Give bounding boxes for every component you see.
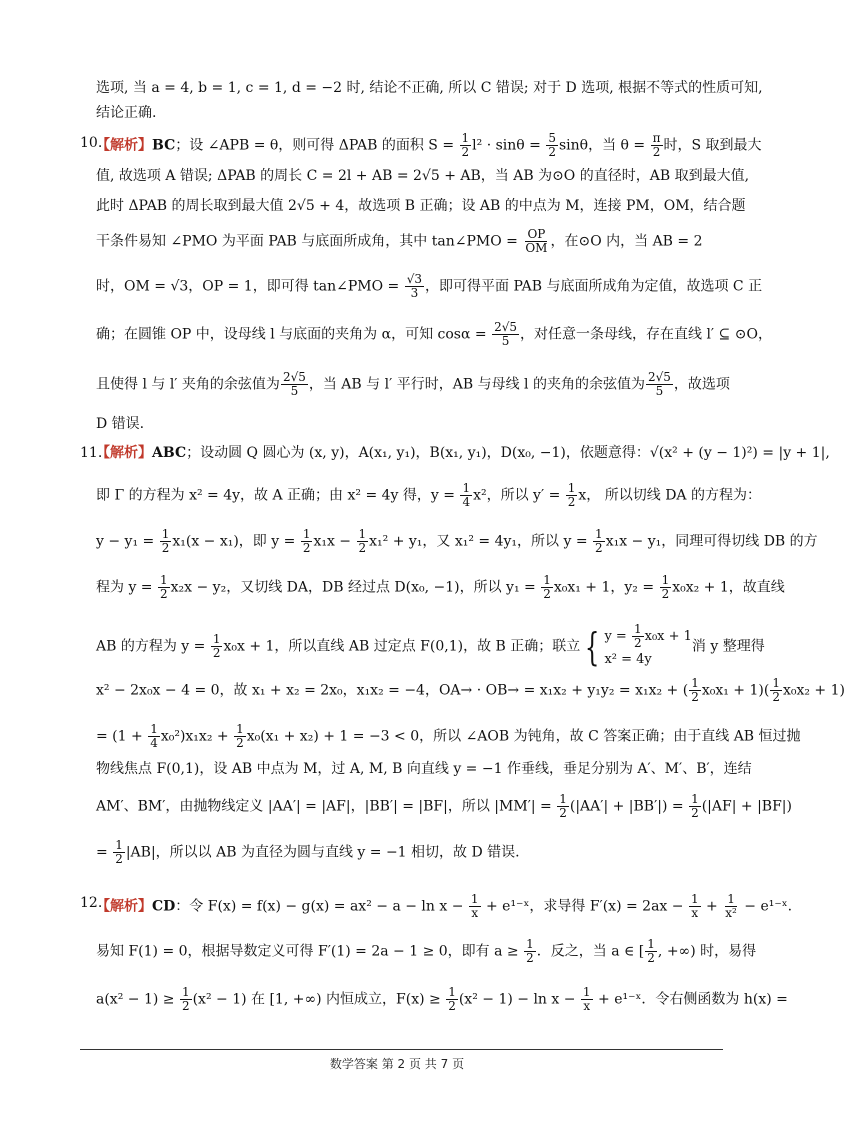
text-line: 此时 ΔPAB 的周长取到最大值 2√5 + 4，故选项 B 正确；设 AB 的中点为 M，连接 PM，OM，结合题 xyxy=(96,198,746,214)
numerator: 1 xyxy=(633,622,642,636)
text-run: x₁² + y₁，又 x₁² = 4y₁，所以 y = xyxy=(369,533,593,550)
fraction xyxy=(234,723,246,750)
text-line xyxy=(96,986,788,1013)
text-run: sinθ，当 θ = xyxy=(559,137,650,154)
numerator: 1 xyxy=(358,527,367,541)
text-run: x₀x₁ + 1)( xyxy=(701,682,770,699)
text-line xyxy=(96,574,785,601)
numerator: OP xyxy=(527,227,546,241)
question-number: 12. xyxy=(80,895,103,911)
denominator: 4 xyxy=(150,736,158,750)
fraction xyxy=(160,528,172,555)
numerator: 1 xyxy=(559,792,567,806)
denominator: 2 xyxy=(543,587,551,601)
text-run: + e¹⁻ˣ．令右侧函数为 h(x) = xyxy=(593,991,788,1008)
text-run: l² · sinθ = xyxy=(472,137,546,154)
fraction xyxy=(566,482,578,509)
fraction xyxy=(460,132,472,159)
text-run: x₁x − xyxy=(313,533,356,550)
fraction xyxy=(281,371,308,398)
fraction xyxy=(632,623,644,650)
denominator: 2 xyxy=(633,636,642,650)
text-line xyxy=(96,677,845,704)
text-run: x， 所以切线 DA 的方程为： xyxy=(578,487,761,504)
text-run: (|AA′| + |BB′|) = xyxy=(569,798,689,815)
denominator: 2 xyxy=(115,852,123,866)
fraction xyxy=(651,132,663,159)
numerator: √3 xyxy=(406,272,423,286)
question-number: 10. xyxy=(80,135,103,151)
text-run: ，对任意一条母线，存在直线 l′ ⊆ ⊙O， xyxy=(520,326,772,343)
numerator: 1 xyxy=(461,131,470,145)
fraction xyxy=(581,986,593,1013)
jiexi-tag: 【解析】 xyxy=(96,445,152,461)
text-run: x₀x₂ + 1) xyxy=(782,682,845,699)
fraction xyxy=(158,574,170,601)
text-run: AM′、BM′，由抛物线定义 |AA′| = |AF|，|BB′| = |BF|，所以 |MM′| = xyxy=(96,798,557,815)
text-run: y − y₁ = xyxy=(96,533,159,550)
jiexi-tag: 【解析】 xyxy=(96,898,152,915)
text-run: ，当 AB 与 l′ 平行时，AB 与母线 l 的夹角的余弦值为 xyxy=(308,376,645,393)
fraction xyxy=(689,893,701,920)
text-run: ；设 ∠APB = θ，则可得 ΔPAB 的面积 S = xyxy=(175,137,459,154)
denominator: 2 xyxy=(595,541,603,555)
numerator: 1 xyxy=(236,722,244,736)
text-run: ；设动圆 Q 圆心为 (x, y)，A(x₁, y₁)，B(x₁, y₁)，D(x₀, −1)，依题意得： xyxy=(186,445,650,461)
numerator: 1 xyxy=(661,573,670,587)
text-line: 值, 故选项 A 错误; ΔPAB 的周长 C = 2l + AB = 2√5 + AB，当 AB 为⊙O 的直径时，AB 取到最大值, xyxy=(96,168,750,184)
answer-label: ABC xyxy=(152,445,187,461)
text-run: − e¹⁻ˣ. xyxy=(739,898,793,915)
text-line: 物线焦点 F(0,1)，设 AB 中点为 M，过 A, M, B 向直线 y = −1 作垂线，垂足分别为 A′、M′、B′，连结 xyxy=(96,761,752,777)
text-run: , +∞) 时，易得 xyxy=(657,943,757,960)
fraction xyxy=(211,633,223,660)
numerator: 1 xyxy=(302,527,311,541)
text-run: a(x² − 1) ≥ xyxy=(96,991,179,1008)
denominator: 2 xyxy=(302,541,311,555)
denominator: 2 xyxy=(526,951,534,965)
text-line xyxy=(96,893,792,920)
fraction xyxy=(301,528,313,555)
fraction xyxy=(723,893,739,920)
text-line xyxy=(96,528,818,555)
text-run: y = xyxy=(604,629,631,644)
denominator: 2 xyxy=(461,145,470,159)
numerator: 1 xyxy=(448,985,456,999)
text-run: ：令 F(x) = f(x) − g(x) = ax² − a − ln x − xyxy=(175,898,468,915)
text-line xyxy=(96,723,801,750)
brace-glyph: { xyxy=(585,624,600,669)
page-footer: 数学答案 第 2 页 共 7 页 xyxy=(329,1057,465,1071)
text-line xyxy=(96,132,762,159)
numerator: 1 xyxy=(526,937,534,951)
text-run: ，即可得平面 PAB 与底面所成角为定值，故选项 C 正 xyxy=(425,278,763,295)
numerator: 5 xyxy=(548,131,556,145)
denominator: OM xyxy=(525,241,548,255)
numerator: 1 xyxy=(161,527,170,541)
text-line: 选项, 当 a = 4, b = 1, c = 1, d = −2 时, 结论不正确, 所以 C 错误; 对于 D 选项, 根据不等式的性质可知, xyxy=(96,80,763,96)
fraction xyxy=(148,723,160,750)
fraction xyxy=(660,574,672,601)
numerator: 1 xyxy=(582,985,591,999)
text-run: = (1 + xyxy=(96,728,148,745)
denominator: 2 xyxy=(647,951,655,965)
system-row: x² = 4y xyxy=(604,652,652,667)
text-run: x₀(x₁ + x₂) + 1 = −3 < 0，所以 ∠AOB 为钝角，故 C 答案正确；由于直线 AB 恒过抛 xyxy=(246,728,801,745)
text-line: 结论正确. xyxy=(96,105,157,121)
numerator: 1 xyxy=(691,676,699,690)
text-run: x₀x + 1 xyxy=(644,629,692,644)
fraction xyxy=(689,793,701,820)
denominator: 2 xyxy=(772,690,780,704)
numerator: 1 xyxy=(150,722,158,736)
text-run: x₂x − y₂，又切线 DA，DB 经过点 D(x₀, −1)，所以 y₁ = xyxy=(170,579,541,596)
text-run: 时，OM = √3，OP = 1，即可得 tan∠PMO = xyxy=(96,278,404,295)
text-run: 干条件易知 ∠PMO 为平面 PAB 与底面所成角，其中 tan∠PMO = xyxy=(96,233,523,250)
numerator: 1 xyxy=(543,573,551,587)
denominator: 2 xyxy=(161,541,170,555)
fraction xyxy=(357,528,369,555)
denominator: x xyxy=(471,906,479,920)
text-line xyxy=(96,443,830,463)
numerator: 1 xyxy=(691,792,699,806)
denominator: 2 xyxy=(212,646,221,660)
denominator: 2 xyxy=(567,495,576,509)
denominator: x xyxy=(583,999,591,1013)
text-run: x₀x₁ + 1，y₂ = xyxy=(553,579,659,596)
text-run: 即 Γ 的方程为 x² = 4y，故 A 正确；由 x² = 4y 得，y = xyxy=(96,487,460,504)
text-line xyxy=(96,793,792,820)
fraction xyxy=(524,938,536,965)
denominator: 2 xyxy=(548,145,556,159)
denominator: 2 xyxy=(181,999,190,1013)
denominator: 5 xyxy=(501,334,510,348)
text-run: + xyxy=(701,898,723,915)
fraction xyxy=(689,677,701,704)
numerator: 2√5 xyxy=(494,320,517,334)
numerator: 1 xyxy=(115,838,123,852)
text-run: √(x² + (y − 1)²) = |y + 1|, xyxy=(649,445,830,461)
text-run: + e¹⁻ˣ，求导得 F′(x) = 2ax − xyxy=(481,898,688,915)
numerator: 1 xyxy=(595,527,603,541)
numerator: π xyxy=(652,131,661,145)
fraction xyxy=(113,839,125,866)
fraction xyxy=(593,528,605,555)
denominator: 2 xyxy=(661,587,670,601)
denominator: 2 xyxy=(160,587,168,601)
fraction xyxy=(541,574,553,601)
jiexi-tag: 【解析】 xyxy=(96,137,152,154)
denominator: 2 xyxy=(652,145,661,159)
denominator: 5 xyxy=(290,384,299,398)
text-run: 易知 F(1) = 0，根据导数定义可得 F′(1) = 2a − 1 ≥ 0，即有 a ≥ xyxy=(96,943,524,960)
numerator: 1 xyxy=(690,892,699,906)
numerator: 2√5 xyxy=(647,370,671,384)
text-run: x²，所以 y′ = xyxy=(473,487,565,504)
text-run: x₀x + 1，所以直线 AB 过定点 F(0,1)，故 B 正确；联立 xyxy=(223,638,581,655)
system-row xyxy=(604,623,691,650)
text-run: x₁(x − x₁)，即 y = xyxy=(172,533,300,550)
equation-system xyxy=(604,623,691,670)
footer-divider xyxy=(80,1049,723,1050)
text-run: x₀x₂ + 1，故直线 xyxy=(672,579,785,596)
numerator: 1 xyxy=(470,892,479,906)
text-line xyxy=(96,273,762,300)
text-run: x² − 2x₀x − 4 = 0，故 x₁ + x₂ = 2x₀，x₁x₂ = −4，OA→ · OB→ = x₁x₂ + y₁y₂ = x₁x₂ + ( xyxy=(96,682,689,699)
question-number: 11. xyxy=(80,445,103,461)
fraction xyxy=(492,321,519,348)
text-run: 确；在圆锥 OP 中，设母线 l 与底面的夹角为 α，可知 cosα = xyxy=(96,326,492,343)
numerator: 1 xyxy=(212,632,221,646)
text-line xyxy=(96,371,730,398)
fraction xyxy=(546,132,558,159)
text-run: 且使得 l 与 l′ 夹角的余弦值为 xyxy=(96,376,280,393)
denominator: 2 xyxy=(358,541,367,555)
denominator: 5 xyxy=(655,384,664,398)
text-run: ，在⊙O 内，当 AB = 2 xyxy=(550,233,703,250)
fraction xyxy=(469,893,481,920)
text-run: 时，S 取到最大 xyxy=(663,137,762,154)
denominator: 3 xyxy=(410,286,419,300)
text-line xyxy=(96,228,703,255)
text-run: 消 y 整理得 xyxy=(691,638,765,655)
text-run: (x² − 1) 在 [1, +∞) 内恒成立，F(x) ≥ xyxy=(192,991,446,1008)
denominator: 2 xyxy=(691,806,699,820)
fraction xyxy=(645,938,657,965)
text-run: 程为 y = xyxy=(96,579,157,596)
fraction xyxy=(523,228,549,255)
numerator: 1 xyxy=(181,985,190,999)
text-line xyxy=(96,482,761,509)
answer-label: BC xyxy=(152,137,176,154)
numerator: 1 xyxy=(462,481,471,495)
text-line xyxy=(96,938,756,965)
numerator: 2√5 xyxy=(282,370,306,384)
fraction xyxy=(646,371,673,398)
fraction xyxy=(557,793,569,820)
text-line xyxy=(96,321,772,348)
numerator: 1 xyxy=(772,676,780,690)
numerator: 1 xyxy=(160,573,168,587)
denominator: 4 xyxy=(462,495,471,509)
text-run: (|AF| + |BF|) xyxy=(701,798,792,815)
text-run: ，故选项 xyxy=(673,376,730,393)
answer-label: CD xyxy=(152,898,176,915)
denominator: x² xyxy=(725,906,737,920)
numerator: 1 xyxy=(647,937,655,951)
text-run: ．反之，当 a ∈ [ xyxy=(536,943,645,960)
denominator: 2 xyxy=(236,736,244,750)
text-run: x₁x − y₁，同理可得切线 DB 的方 xyxy=(605,533,818,550)
text-line xyxy=(96,839,520,866)
text-line: D 错误. xyxy=(96,416,145,432)
text-line xyxy=(96,623,765,670)
numerator: 1 xyxy=(567,481,576,495)
denominator: x xyxy=(691,906,699,920)
denominator: 2 xyxy=(448,999,456,1013)
fraction xyxy=(770,677,782,704)
fraction xyxy=(405,273,424,300)
numerator: 1 xyxy=(727,892,735,906)
text-run: |AB|，所以以 AB 为直径为圆与直线 y = −1 相切，故 D 错误. xyxy=(125,844,520,861)
text-run: = xyxy=(96,844,113,861)
text-run: (x² − 1) − ln x − xyxy=(458,991,580,1008)
fraction xyxy=(180,986,192,1013)
text-run: AB 的方程为 y = xyxy=(96,638,210,655)
fraction xyxy=(460,482,472,509)
text-run: x₀²)x₁x₂ + xyxy=(160,728,234,745)
fraction xyxy=(446,986,458,1013)
denominator: 2 xyxy=(559,806,567,820)
denominator: 2 xyxy=(691,690,699,704)
